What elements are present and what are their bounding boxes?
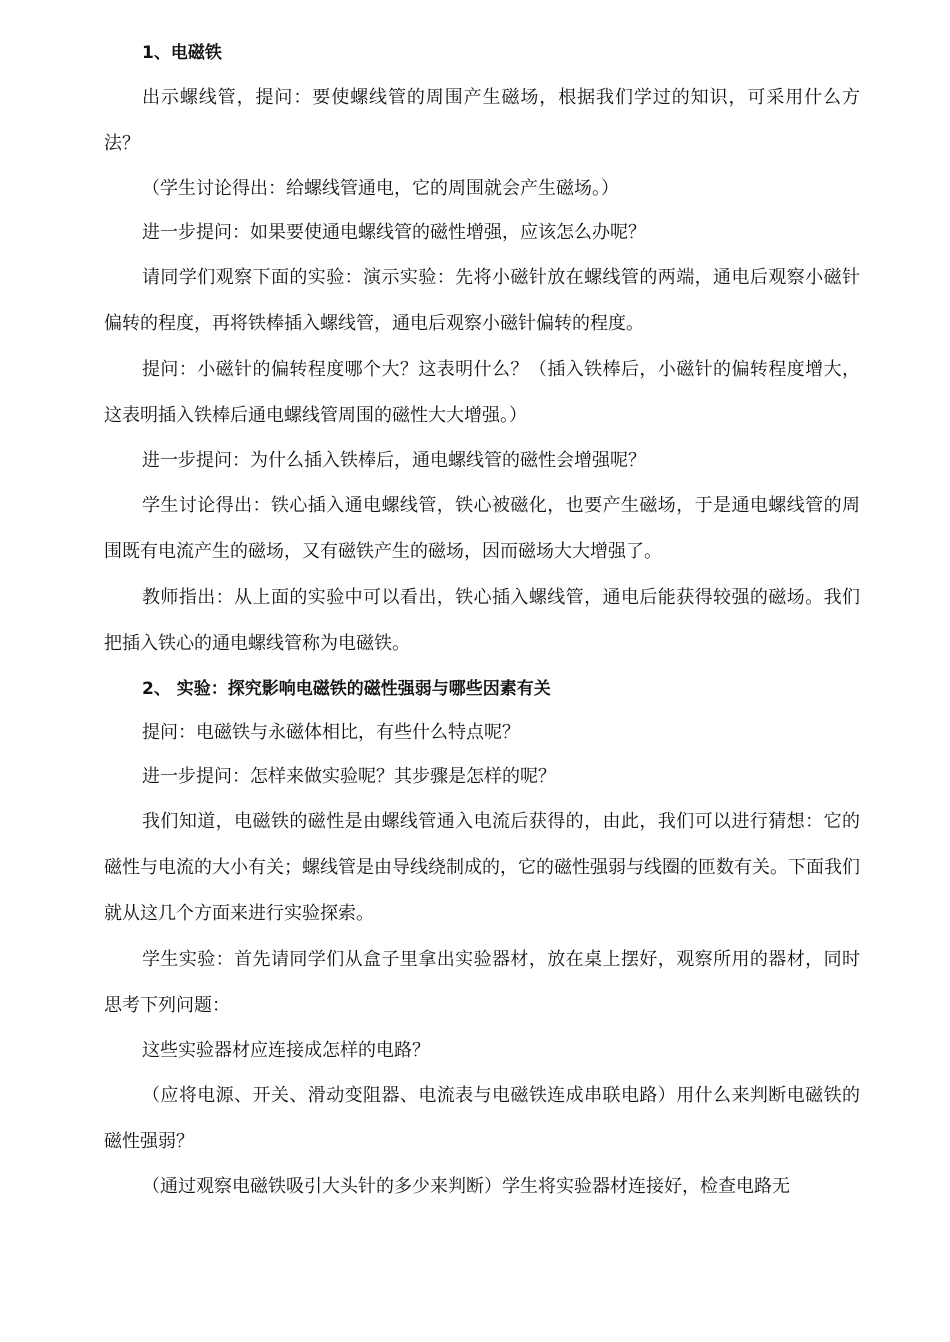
- paragraph: （学生讨论得出：给螺线管通电，它的周围就会产生磁场。）: [142, 178, 619, 199]
- paragraph: 学生实验：首先请同学们从盒子里拿出实验器材，放在桌上摆好，观察所用的器材，同时思考下列问题：: [104, 949, 860, 1016]
- document-page: [104, 31, 860, 1209]
- paragraph: 提问：电磁铁与永磁体相比，有些什么特点呢？: [142, 722, 520, 743]
- paragraph: 我们知道，电磁铁的磁性是由螺线管通入电流后获得的，由此，我们可以进行猜想：它的磁性与电流的大小有关；螺线管是由导线绕制成的，它的磁性强弱与线圈的匝数有关。下面我们就从这几个方面来进行实验探索。: [104, 811, 860, 924]
- paragraph: 学生讨论得出：铁心插入通电螺线管，铁心被磁化，也要产生磁场，于是通电螺线管的周围既有电流产生的磁场，又有磁铁产生的磁场，因而磁场大大增强了。: [104, 495, 860, 562]
- paragraph: （通过观察电磁铁吸引大头针的多少来判断）学生将实验器材连接好，检查电路无: [142, 1176, 790, 1197]
- paragraph: 教师指出：从上面的实验中可以看出，铁心插入螺线管，通电后能获得较强的磁场。我们把插入铁心的通电螺线管称为电磁铁。: [104, 587, 860, 654]
- paragraph: （应将电源、开关、滑动变阻器、电流表与电磁铁连成串联电路）用什么来判断电磁铁的磁性强弱？: [104, 1085, 860, 1152]
- section-heading-experiment: 2、 实验：探究影响电磁铁的磁性强弱与哪些因素有关: [142, 679, 551, 699]
- paragraph: 进一步提问：为什么插入铁棒后，通电螺线管的磁性会增强呢？: [142, 450, 646, 471]
- paragraph: 提问：小磁针的偏转程度哪个大？这表明什么？（插入铁棒后，小磁针的偏转程度增大，这表明插入铁棒后通电螺线管周围的磁性大大增强。）: [104, 359, 860, 426]
- paragraph: 请同学们观察下面的实验：演示实验：先将小磁针放在螺线管的两端，通电后观察小磁针偏转的程度，再将铁棒插入螺线管，通电后观察小磁针偏转的程度。: [104, 267, 860, 334]
- paragraph: 这些实验器材应连接成怎样的电路？: [142, 1040, 430, 1061]
- section-heading-electromagnet: 1、电磁铁: [142, 43, 222, 63]
- paragraph: 出示螺线管，提问：要使螺线管的周围产生磁场，根据我们学过的知识，可采用什么方法？: [104, 87, 860, 154]
- paragraph: 进一步提问：如果要使通电螺线管的磁性增强，应该怎么办呢？: [142, 222, 646, 243]
- paragraph: 进一步提问：怎样来做实验呢？其步骤是怎样的呢？: [142, 766, 556, 787]
